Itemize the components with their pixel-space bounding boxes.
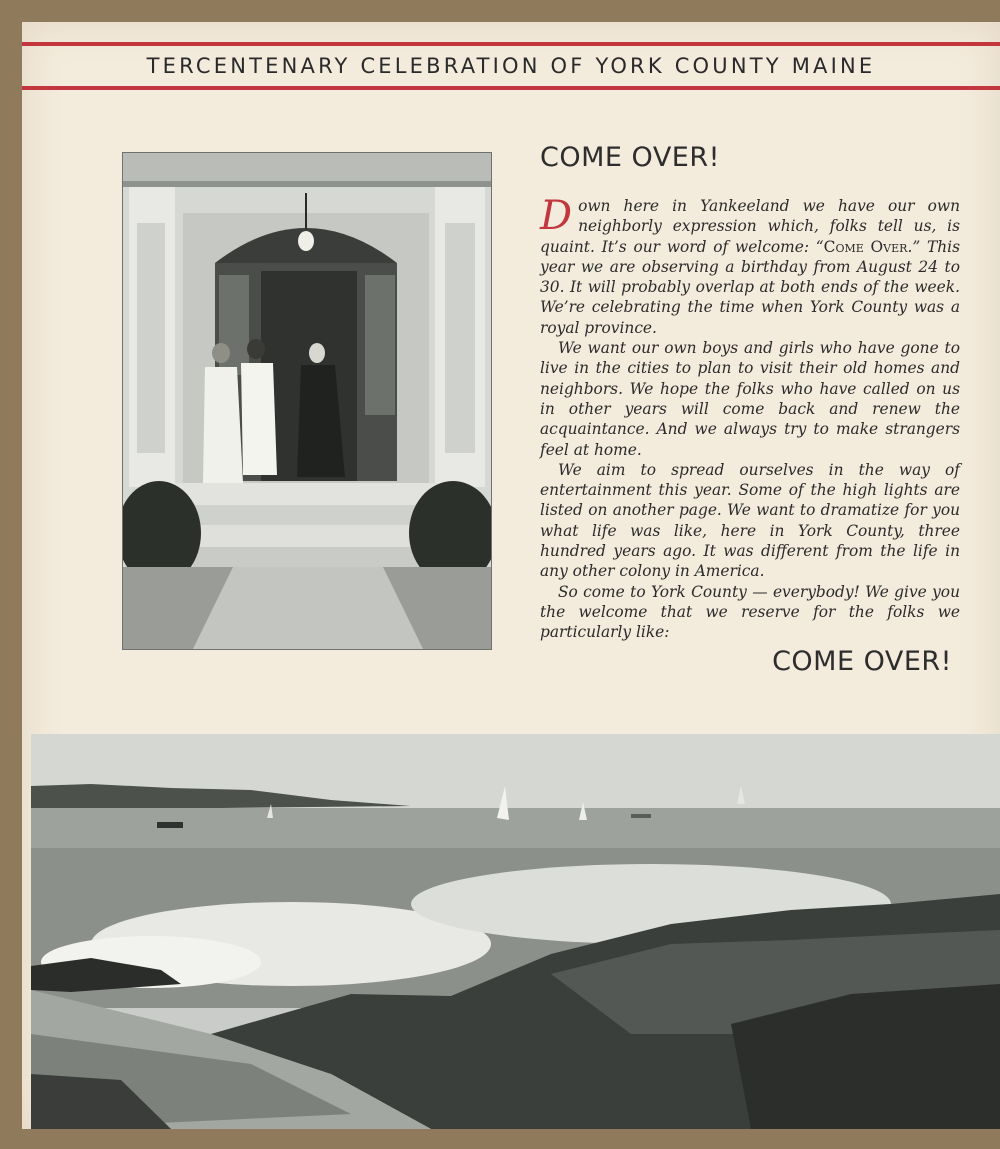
banner-rule-bottom: [22, 86, 1000, 90]
closing-heading: COME OVER!: [772, 646, 952, 677]
article-body: [540, 193, 960, 643]
paragraph-1-text-b: .” This year we are observing a birthday from August 24 to 30. It will probably overlap at both ends of the week. We’re celebrating the time when York County was a royal province.: [540, 237, 960, 337]
article-heading: COME OVER!: [540, 142, 720, 173]
paragraph-1-smallcaps: Come Over: [823, 237, 908, 256]
paragraph-3: We aim to spread ourselves in the way of entertainment this year. Some of the high lights are listed on another page. We want to dramatize for you what life was like, here in York County, three hundred years ago. It was different from the life in any other colony in America.: [540, 460, 960, 581]
porch-photo-illustration: [123, 153, 491, 649]
banner-title: TERCENTENARY CELEBRATION OF YORK COUNTY MAINE: [146, 54, 876, 78]
porch-photo: [122, 152, 492, 650]
paragraph-2: We want our own boys and girls who have gone to live in the cities to plan to visit their old homes and neighbors. We hope the folks who have called on us in other years will come back and renew the acquaintance. And we always try to make strangers feel at home.: [540, 339, 960, 459]
paragraph-4: So come to York County — everybody! We give you the welcome that we reserve for the folks we particularly like:: [540, 582, 960, 642]
paragraph-1: [540, 193, 960, 338]
drop-cap: D: [540, 193, 573, 239]
brochure-page: [22, 22, 1000, 1129]
seascape-illustration: [31, 734, 1000, 1129]
seascape-photo: [31, 734, 1000, 1129]
banner-rule-top: [22, 42, 1000, 46]
paragraph-1-text-a: own here in Yankeeland we have our own neighborly expression which, folks tell us, is quaint. It’s our word of welcome: “: [540, 197, 960, 256]
